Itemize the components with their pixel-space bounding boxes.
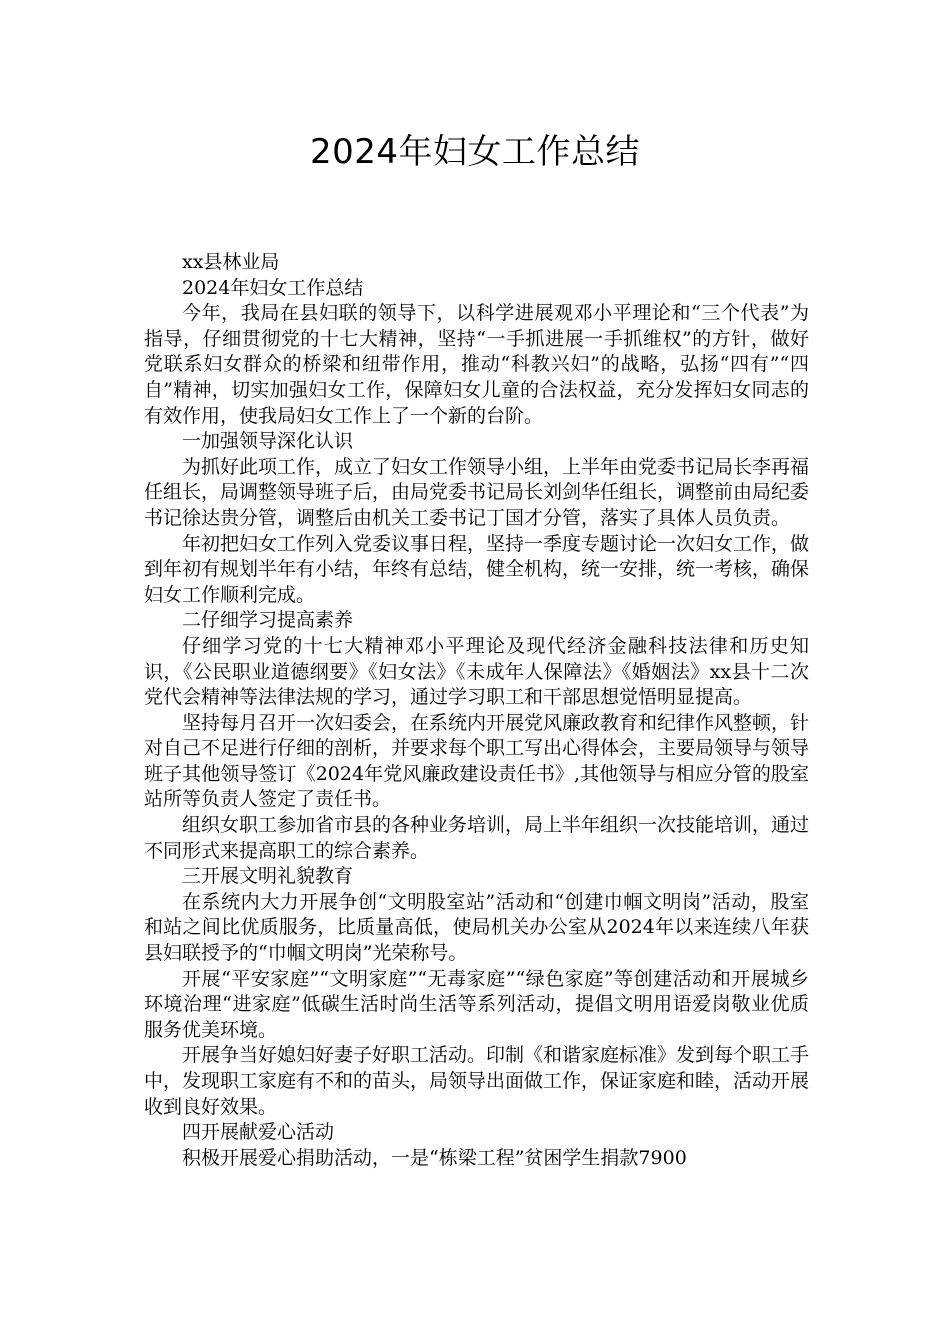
- paragraph: 为抓好此项工作，成立了妇女工作领导小组，上半年由党委书记局长李再福任组长，局调整领导班子后，由局党委书记局长刘剑华任组长，调整前由局纪委书记徐达贵分管，调整后由机关工委书记丁国才分管，落实了具体人员负责。: [144, 455, 810, 529]
- paragraph: 开展“平安家庭”“文明家庭”“无毒家庭”“绿色家庭”等创建活动和开展城乡环境治理“进家庭”低碳生活时尚生活等系列活动，提倡文明用语爱岗敬业优质服务优美环境。: [144, 967, 809, 1041]
- paragraph: 积极开展爱心捐助活动，一是“栋梁工程”贫困学生捐款7900: [182, 1146, 687, 1169]
- paragraph: 在系统内大力开展争创“文明股室站”活动和“创建巾帼文明岗”活动，股室和站之间比优质服务，比质量高低，使局机关办公室从2024年以来连续八年获县妇联授予的“巾帼文明岗”光荣称号。: [144, 890, 809, 965]
- paragraph: 年初把妇女工作列入党委议事日程，坚持一季度专题讨论一次妇女工作，做到年初有规划半年有小结，年终有总结，健全机构，统一安排，统一考核，确保妇女工作顺利完成。: [144, 532, 810, 606]
- paragraph: 开展争当好媳妇好妻子好职工活动。印制《和谐家庭标准》发到每个职工手中，发现职工家庭有不和的苗头，局领导出面做工作，保证家庭和睦，活动开展收到良好效果。: [144, 1044, 810, 1118]
- paragraph: 坚持每月召开一次妇委会，在系统内开展党风廉政教育和纪律作风整顿，针对自己不足进行仔细的剖析，并要求每个职工写出心得体会，主要局领导与领导班子其他领导签订《2024年党风廉政建设责任书》,其他领导与相应分管的股室站所等负责人签定了责任书。: [144, 711, 810, 811]
- paragraph-intro: 今年，我局在县妇联的领导下，以科学进展观邓小平理论和“三个代表”为指导，仔细贯彻党的十七大精神，坚持“一手抓进展一手抓维权”的方针，做好党联系妇女群众的桥梁和纽带作用，推动“科教兴妇”的战略，弘扬“四有”“四自”精神，切实加强妇女工作，保障妇女儿童的合法权益，充分发挥妇女同志的有效作用，使我局妇女工作上了一个新的台阶。: [144, 302, 809, 427]
- document-body: [144, 250, 809, 1171]
- section-heading-1: 一加强领导深化认识: [182, 430, 354, 453]
- section-heading-3: 三开展文明礼貌教育: [182, 865, 354, 888]
- document-title: 2024年妇女工作总结: [309, 132, 641, 172]
- section-heading-2: 二仔细学习提高素养: [182, 609, 354, 632]
- paragraph: 仔细学习党的十七大精神邓小平理论及现代经济金融科技法律和历史知识，《公民职业道德纲要》《妇女法》《未成年人保障法》《婚姻法》xx县十二次党代会精神等法律法规的学习，通过学习职工和干部思想觉悟明显提高。: [144, 634, 809, 709]
- author-line: xx县林业局: [182, 251, 280, 273]
- section-heading-4: 四开展献爱心活动: [182, 1121, 335, 1144]
- paragraph: 组织女职工参加省市县的各种业务培训，局上半年组织一次技能培训，通过不同形式来提高职工的综合素养。: [144, 814, 810, 862]
- subtitle-line: 2024年妇女工作总结: [182, 276, 364, 299]
